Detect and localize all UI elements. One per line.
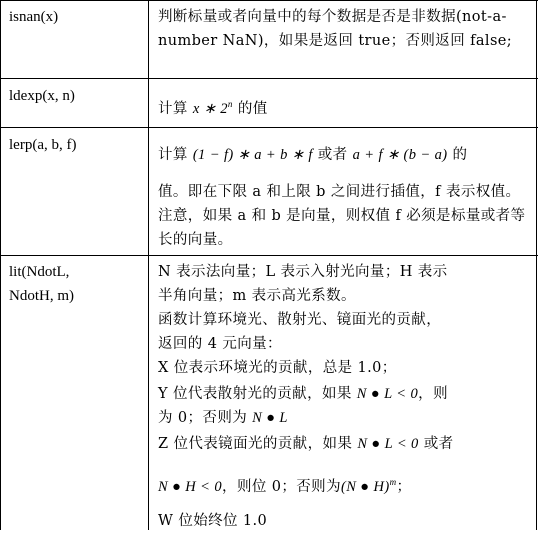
table-border-left (0, 0, 1, 530)
description-line: X 位表示环境光的贡献，总是 1.0； (158, 360, 397, 376)
column-divider (148, 0, 149, 530)
function-description-line: 计算 (1 − f) ∗ a + b ∗ f 或者 a + f ∗ (b − a) 的 (158, 147, 468, 163)
description-line: N 表示法向量；L 表示入射光向量；H 表示 (158, 264, 448, 280)
description-line: Y 位代表散射光的贡献，如果 N ● L < 0，则 (158, 386, 448, 402)
row-divider (0, 255, 538, 256)
function-name: lit(NdotL, (9, 264, 70, 280)
description-line: Z 位代表镜面光的贡献，如果 N ● L < 0 或者 (158, 436, 454, 452)
description-line: 返回的 4 元向量： (158, 336, 282, 352)
row-divider (0, 127, 538, 128)
function-name: ldexp(x, n) (9, 88, 75, 104)
table-border-top (0, 0, 538, 1)
description-line: 为 0；否则为 N ● L (158, 410, 288, 426)
function-name: isnan(x) (9, 9, 59, 25)
function-name: NdotH, m) (9, 288, 74, 304)
description-line: W 位始终位 1.0 (158, 513, 268, 529)
function-description: 计算 x ∗ 2$^n$ 的值 (158, 99, 268, 117)
function-name: lerp(a, b, f) (9, 137, 77, 153)
description-line: N ● H < 0，则位 0；否则为(N ● H)$^m$； (158, 477, 412, 495)
description-line: 函数计算环境光、散射光、镜面光的贡献， (158, 312, 442, 328)
description-line: 半角向量；m 表示高光系数。 (158, 288, 356, 304)
table-border-right (536, 0, 537, 530)
function-description: 值。即在下限 a 和上限 b 之间进行插值，f 表示权值。注意，如果 a 和 b 是向量，则权值 f 必须是标量或者等长的向量。 (158, 184, 526, 248)
function-description: 判断标量或者向量中的每个数据是否是非数据(not-a-number NaN)，如果是返回 true；否则返回 false; (158, 9, 513, 49)
row-divider (0, 78, 538, 79)
